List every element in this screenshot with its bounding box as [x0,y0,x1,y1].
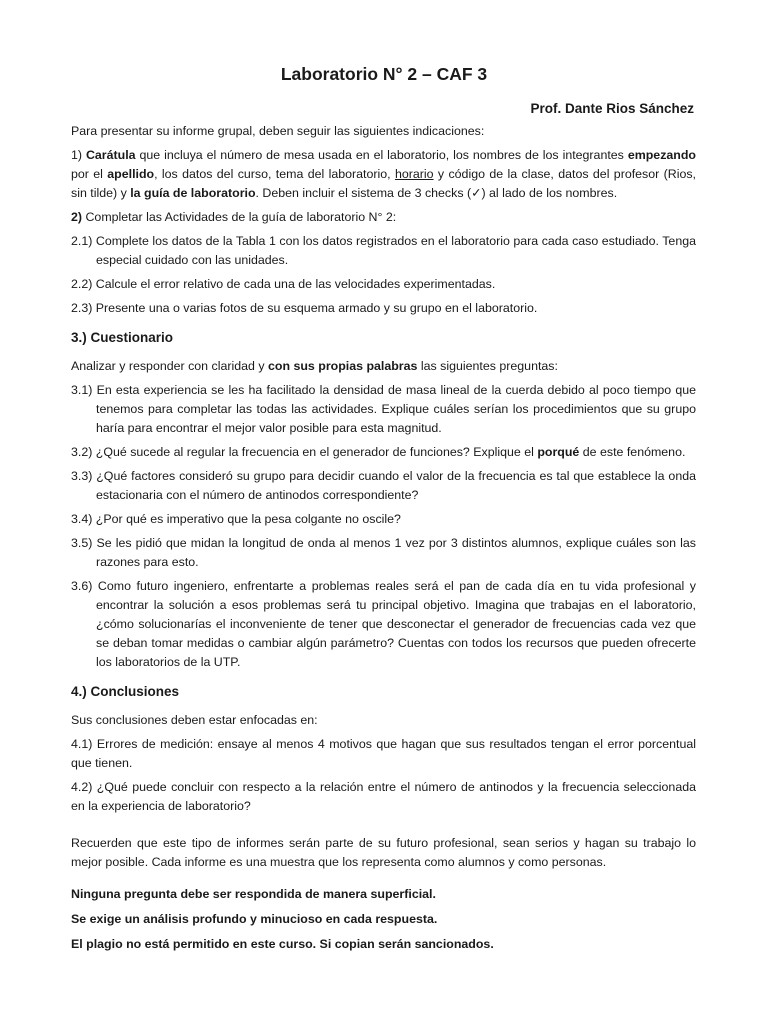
section-3-heading: 3.) Cuestionario [71,330,174,345]
item-2 [71,208,696,227]
document-body [71,122,696,960]
section-3-intro-a: Analizar y responder con claridad y [71,359,268,373]
question-3-2-a: 3.2) ¿Qué sucede al regular la frecuencia en el generador de funciones? Explique el [71,445,538,459]
rule-3: El plagio no está permitido en este curso. Si copian serán sancionados. [71,937,494,951]
item-1-text-e: . Deben incluir el sistema de 3 checks (✓) al lado de los nombres. [255,186,618,200]
item-2-2: 2.2) Calcule el error relativo de cada una de las velocidades experimentadas. [71,277,496,291]
question-3-2-bold: porqué [537,445,580,459]
page-title: Laboratorio N° 2 – CAF 3 [280,64,488,84]
item-1-bold-caratula: Carátula [85,148,136,162]
intro-paragraph: Para presentar su informe grupal, deben seguir las siguientes indicaciones: [71,124,485,138]
item-2-1: 2.1) Complete los datos de la Tabla 1 con los datos registrados en el laboratorio para cada caso estudiado. Tenga especial cuidado con las unidades. [71,234,696,267]
item-1-bold-guia: la guía de laboratorio [130,186,256,200]
closing-paragraph: Recuerden que este tipo de informes serán parte de su futuro profesional, sean serios y hagan su trabajo lo mejor posible. Cada informe es una muestra que los representa como alumnos y como personas. [71,836,696,869]
section-4-intro: Sus conclusiones deben estar enfocadas en: [71,713,318,727]
section-3-intro-c: las siguientes preguntas: [417,359,558,373]
item-1-bold-empezando: empezando [627,148,696,162]
question-3-2 [71,443,696,462]
item-1 [71,146,696,203]
section-3-intro [71,357,696,376]
section-3-intro-bold: con sus propias palabras [267,359,418,373]
spacer [71,877,696,885]
spacer [71,821,696,834]
item-1-text-c: , los datos del curso, tema del laboratorio, [154,167,395,181]
item-2-3: 2.3) Presente una o varias fotos de su esquema armado y su grupo en el laboratorio. [71,301,538,315]
rule-1: Ninguna pregunta debe ser respondida de manera superficial. [71,887,436,901]
item-1-text-a: que incluya el número de mesa usada en el laboratorio, los nombres de los integrantes [135,148,628,162]
question-3-6: 3.6) Como futuro ingeniero, enfrentarte a problemas reales será el pan de cada día en tu vida profesional y encontrar la solución a esos problemas será tu principal objetivo. Imagina que trabajas en el laboratorio, ¿cómo solucionarías el inconveniente de tener que desconectar el generador de frecuencias cada vez que se deban tomar medidas o cambiar algún parámetro? Cuentas con todos los recursos que pueden ofrecerte los laboratorios de la UTP. [71,579,696,669]
question-3-5: 3.5) Se les pidió que midan la longitud de onda al menos 1 vez por 3 distintos alumnos, explique cuáles son las razones para esto. [71,536,696,569]
item-1-underline-horario: horario [394,167,434,181]
question-3-1: 3.1) En esta experiencia se les ha facilitado la densidad de masa lineal de la cuerda debido al poco tiempo que tenemos para completar las todas las actividades. Explique cuáles serían los procedimientos que su grupo haría para encontrar el mejor valor posible para esta magnitud. [71,383,696,435]
question-3-4: 3.4) ¿Por qué es imperativo que la pesa colgante no oscile? [71,512,401,526]
conclusion-4-1: 4.1) Errores de medición: ensaye al menos 4 motivos que hagan que sus resultados tengan el error porcentual que tienen. [71,737,696,770]
rule-2: Se exige un análisis profundo y minucioso en cada respuesta. [71,912,438,926]
item-1-text-d: y código de la clase, datos del profesor (Rios, sin tilde) y [71,167,696,200]
item-1-number: 1) [71,148,86,162]
item-2-text: Completar las Actividades de la guía de laboratorio N° 2: [82,210,397,224]
section-4-heading: 4.) Conclusiones [71,684,180,699]
question-3-2-c: de este fenómeno. [579,445,686,459]
item-1-bold-apellido: apellido [107,167,155,181]
professor-name: Prof. Dante Rios Sánchez [530,101,694,116]
conclusion-4-2: 4.2) ¿Qué puede concluir con respecto a la relación entre el número de antinodos y la frecuencia seleccionada en la experiencia de laboratorio? [71,780,696,813]
item-1-text-b: por el [71,167,108,181]
question-3-3: 3.3) ¿Qué factores consideró su grupo para decidir cuando el valor de la frecuencia es tal que establece la onda estacionaria con el número de antinodos correspondiente? [71,469,696,502]
item-2-number: 2) [71,210,83,224]
